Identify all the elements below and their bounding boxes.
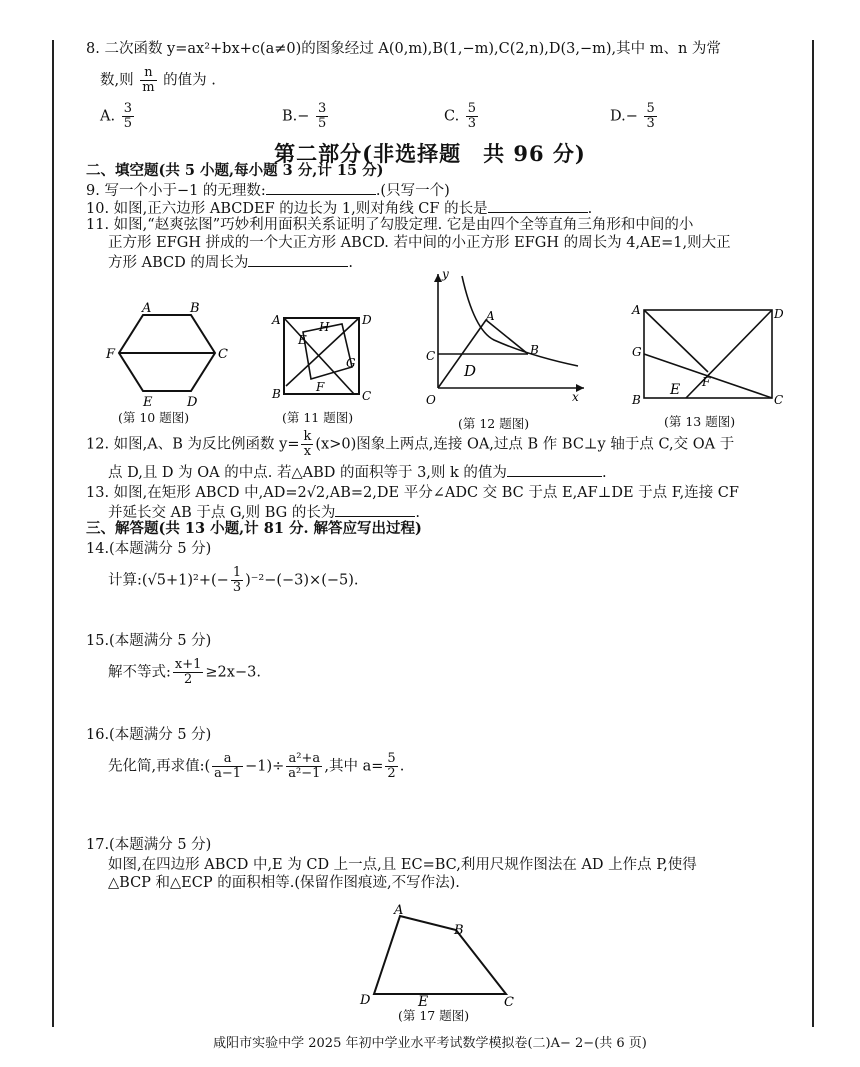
fig17-label-c: C [504, 995, 514, 1010]
q16-f3-den: 2 [387, 766, 396, 781]
option-num: 3 [123, 101, 132, 116]
fig17-label-a: A [394, 903, 404, 918]
option-num: 3 [318, 101, 327, 116]
q8-line2 [100, 66, 216, 95]
figure-12-inverse-function [420, 268, 590, 412]
fig17-label-d: D [360, 993, 371, 1008]
q11-text: 方形 ABCD 的周长为 [108, 255, 249, 271]
fig11-label-d: D [362, 313, 372, 327]
figure-13-rectangle [628, 296, 788, 410]
q11-line1: 11. 如图,“赵爽弦图”巧妙利用面积关系证明了勾股定理. 它是由四个全等直角三角形和中间的小 [86, 217, 694, 233]
q12-text: 12. 如图,A、B 为反比例函数 y= [86, 436, 300, 453]
q12-line2 [108, 462, 607, 482]
q15-heading: 15.(本题满分 5 分) [86, 633, 212, 649]
q16-body [108, 752, 404, 781]
fig13-label-c: C [774, 393, 784, 407]
page-footer: 咸阳市实验中学 2025 年初中学业水平考试数学模拟卷(二)A− 2−(共 6 页) [213, 1036, 647, 1051]
fig11-label-f: F [316, 380, 325, 394]
fig12-label-d: D [464, 362, 477, 380]
fig12-label-b: B [530, 343, 539, 357]
option-fraction [466, 102, 478, 131]
q12-text-cont: (x>0)图象上两点,连接 OA,过点 B 作 BC⊥y 轴于点 C,交 OA 于 [315, 436, 735, 453]
option-label: C. [444, 108, 460, 125]
caption-fig12: (第 12 题图) [458, 416, 530, 431]
q16-fraction-3 [385, 752, 397, 781]
option-den: 5 [123, 116, 132, 131]
q15-frac-den: 2 [184, 672, 193, 687]
q16-text-mid2: ,其中 a= [324, 758, 384, 775]
q16-f2-num: a²+a [286, 752, 322, 767]
q15-text-end: ≥2x−3. [205, 664, 261, 681]
option-num: 5 [467, 101, 477, 116]
q8-line2-post: 的值为 . [163, 72, 216, 89]
q14-text-end: )⁻²−(−3)×(−5). [245, 572, 359, 589]
option-sign: − [625, 108, 638, 125]
fig10-label-c: C [218, 347, 228, 362]
q15-fraction [173, 658, 204, 687]
option-den: 3 [646, 116, 655, 131]
q8-frac-num: n [140, 66, 156, 81]
q12-text2: 点 D,且 D 为 OA 的中点. 若△ABD 的面积等于 3,则 k 的值为 [108, 465, 507, 481]
fig17-label-e: E [418, 994, 429, 1010]
right-margin-line [812, 40, 814, 1027]
q8-line2-pre: 数,则 [100, 72, 134, 89]
option-label: D. [610, 108, 626, 125]
caption-fig11: (第 11 题图) [282, 410, 354, 425]
q12-frac-den: x [303, 444, 312, 459]
caption-fig17: (第 17 题图) [398, 1008, 470, 1023]
q11-text-end: . [348, 255, 353, 271]
fig13-label-e: E [670, 382, 681, 398]
caption-fig10: (第 10 题图) [118, 410, 190, 425]
q8-option-b [282, 102, 330, 131]
fig11-label-c: C [362, 389, 372, 403]
q14-heading: 14.(本题满分 5 分) [86, 541, 212, 557]
q16-heading: 16.(本题满分 5 分) [86, 727, 212, 743]
fig11-label-e: E [298, 333, 307, 347]
q8-option-c [444, 102, 480, 131]
caption-fig13: (第 13 题图) [664, 414, 736, 429]
option-sign: − [297, 108, 310, 125]
q12-line1 [86, 430, 734, 459]
fig17-label-b: B [454, 923, 464, 938]
fig12-label-c: C [426, 349, 436, 363]
q10-answer-blank[interactable] [488, 198, 588, 213]
figure-11-pinwheel [266, 308, 386, 408]
option-label: B. [282, 108, 298, 125]
q16-fraction-1 [212, 752, 243, 781]
fig13-label-f: F [702, 375, 711, 389]
q8-option-a [100, 102, 136, 131]
q17-heading: 17.(本题满分 5 分) [86, 837, 212, 853]
q12-answer-blank[interactable] [507, 462, 602, 477]
q16-f2-den: a²−1 [288, 766, 321, 781]
q13-line1: 13. 如图,在矩形 ABCD 中,AD=2√2,AB=2,DE 平分∠ADC 交 BC 于点 E,AF⊥DE 于点 F,连接 CF [86, 485, 739, 501]
q13-text: 并延长交 AB 于点 G,则 BG 的长为 [108, 505, 336, 521]
q9-answer-blank[interactable] [266, 180, 376, 195]
option-fraction [316, 102, 328, 131]
figure-17-quadrilateral [350, 902, 530, 1010]
fig12-label-y: y [442, 268, 449, 281]
q11-answer-blank[interactable] [248, 252, 348, 267]
q15-frac-num: x+1 [174, 657, 202, 672]
q14-fraction [231, 566, 243, 595]
q8-option-d [610, 102, 659, 131]
q14-body [108, 566, 359, 595]
q12-frac-num: k [303, 429, 312, 444]
option-fraction [122, 102, 134, 131]
q10 [86, 198, 592, 218]
q14-frac-num: 1 [232, 565, 242, 580]
fig11-label-a: A [272, 313, 281, 327]
option-den: 5 [318, 116, 327, 131]
q13-answer-blank[interactable] [335, 502, 415, 517]
q16-fraction-2 [286, 752, 322, 781]
fig13-label-b: B [632, 393, 641, 407]
q16-text-end: . [399, 758, 405, 775]
fig11-label-g: G [346, 356, 356, 370]
fig13-label-g: G [632, 345, 642, 359]
section3-heading: 三、解答题(共 13 小题,计 81 分. 解答应写出过程) [86, 520, 422, 537]
q8-frac-den: m [142, 80, 155, 95]
q15-text: 解不等式: [108, 664, 171, 681]
q10-text-end: . [587, 201, 593, 217]
option-label: A. [100, 108, 116, 125]
q8-line1: 8. 二次函数 y=ax²+bx+c(a≠0)的图象经过 A(0,m),B(1,−m),C(2,n),D(3,−m),其中 m、n 为常 [86, 41, 721, 57]
fig10-label-b: B [190, 301, 200, 316]
q9-text: 9. 写一个小于−1 的无理数: [86, 183, 266, 199]
fig12-label-o: O [426, 393, 436, 407]
q12-text-end: . [601, 465, 607, 481]
q9 [86, 180, 450, 200]
q9-text-end: .(只写一个) [375, 183, 450, 199]
q16-text: 先化简,再求值:( [108, 758, 211, 775]
q13-text-end: . [415, 505, 420, 521]
fig12-label-a: A [486, 309, 495, 323]
fig12-label-x: x [572, 390, 579, 404]
q13-line2 [108, 502, 420, 522]
fig10-label-f: F [106, 347, 116, 362]
option-fraction [644, 102, 656, 131]
fig10-label-d: D [187, 395, 198, 410]
q16-f1-num: a [212, 752, 243, 767]
option-num: 5 [646, 101, 655, 116]
q8-fraction [140, 66, 156, 95]
figure-10-hexagon [100, 290, 240, 410]
fig11-label-h: H [319, 320, 330, 334]
q10-text: 10. 如图,正六边形 ABCDEF 的边长为 1,则对角线 CF 的长是 [86, 201, 488, 217]
option-den: 3 [467, 116, 477, 131]
q12-fraction [301, 430, 313, 459]
q15-body [108, 658, 261, 687]
q14-frac-den: 3 [232, 580, 242, 595]
q16-text-mid: −1)÷ [245, 758, 285, 775]
q17-line1: 如图,在四边形 ABCD 中,E 为 CD 上一点,且 EC=BC,利用尺规作图法在 AD 上作点 P,使得 [108, 857, 697, 873]
q11-line3 [108, 252, 353, 272]
fig13-label-d: D [774, 307, 784, 321]
q16-f3-num: 5 [387, 751, 396, 766]
part2-title: 第二部分(非选择题 共 96 分) [274, 141, 586, 166]
q16-f1-den: a−1 [214, 766, 242, 781]
section2-heading: 二、填空题(共 5 小题,每小题 3 分,计 15 分) [86, 162, 384, 179]
fig10-label-a: A [142, 301, 152, 316]
q14-text: 计算:(√5+1)²+(− [108, 572, 229, 589]
q17-line2: △BCP 和△ECP 的面积相等.(保留作图痕迹,不写作法). [108, 875, 460, 891]
fig13-label-a: A [632, 303, 641, 317]
fig10-label-e: E [143, 395, 153, 410]
fig11-label-b: B [272, 387, 281, 401]
left-margin-line [52, 40, 54, 1027]
q11-line2: 正方形 EFGH 拼成的一个大正方形 ABCD. 若中间的小正方形 EFGH 的周长为 4,AE=1,则大正 [108, 235, 731, 251]
